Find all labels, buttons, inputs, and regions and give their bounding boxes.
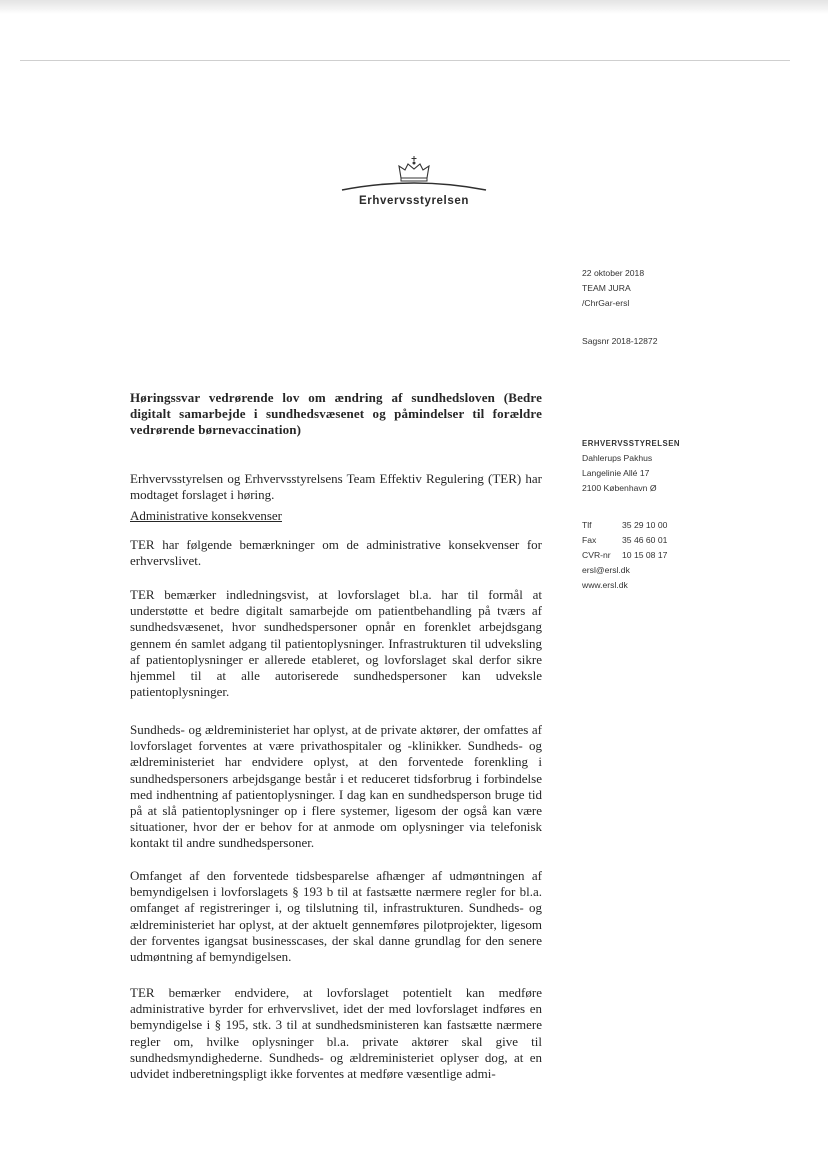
letterhead-logo — [338, 156, 490, 212]
case-number: Sagsnr 2018-12872 — [582, 336, 658, 346]
address-line-1: Dahlerups Pakhus — [582, 453, 653, 463]
org-name: ERHVERVSSTYRELSEN — [582, 439, 681, 448]
org-address-block — [582, 436, 812, 496]
phone-label: Tlf — [582, 520, 592, 530]
website-link[interactable]: www.ersl.dk — [582, 580, 628, 590]
paragraph-1: TER har følgende bemærkninger om de administrative konsekvenser for erhvervslivet. — [130, 537, 542, 569]
intro-paragraph: Erhvervsstyrelsen og Erhvervsstyrelsens Team Effektiv Regulering (TER) har modtaget forslaget i høring. — [130, 471, 542, 503]
address-line-2: Langelinie Allé 17 — [582, 468, 650, 478]
cvr-row — [582, 548, 812, 563]
case-block — [582, 334, 812, 349]
cvr-value: 10 15 08 17 — [622, 550, 668, 560]
team-name: TEAM JURA — [582, 283, 631, 293]
paragraph-5: TER bemærker endvidere, at lovforslaget potentielt kan medføre administrative byrder for erhvervslivet, idet der med lovforslaget indføres en bemyndigelse i § 195, stk. 3 til at sundhedsministeren kan fastsætte nærmere regler om, hvilke oplysninger bl.a. private aktører skal give til sundhedsmyndighederne. Sundheds- og ældreministeriet oplyser dog, at en udvidet indberetningspligt ikke forventes at medføre væsentlige admi- — [130, 985, 542, 1082]
email-link[interactable]: ersl@ersl.dk — [582, 565, 630, 575]
crown-emblem-icon — [338, 156, 490, 194]
paragraph-4: Omfanget af den forventede tidsbesparelse afhænger af udmøntningen af bemyndigelsen i lovforslagets § 193 b til at fastsætte nærmere regler for bl.a. omfanget af registreringer i, og tilslutning til, infrastrukturen. Sundheds- og ældreministeriet har oplyst, at der aktuelt gennemføres pilotprojekter, ligesom der forventes igangsat businesscases, der skal danne grundlag for den senere udmøntning af bemyndigelsen. — [130, 868, 542, 965]
letter-heading: Høringssvar vedrørende lov om ændring af sundhedsloven (Bedre digitalt samarbejde i sundhedsvæsenet og påmindelser til forældre vedrørende børnevaccination) — [130, 390, 542, 438]
scan-edge-top — [0, 0, 828, 14]
fax-label: Fax — [582, 535, 597, 545]
paragraph-2: TER bemærker indledningsvist, at lovforslaget bl.a. har til formål at understøtte et bedre digitalt samarbejde om patientbehandling på tværs af sundhedsvæsenet, hvor sundhedspersoner opnår en forenklet arbejdsgang gennem én samlet adgang til patientoplysninger. Infrastrukturen til udveksling af patientoplysninger er allerede etableret, og lovforslaget skal derfor sikre hjemmel til at alle autoriserede sundhedspersoner kan udveksle patientoplysninger. — [130, 587, 542, 700]
letter-date: 22 oktober 2018 — [582, 268, 645, 278]
reference-block — [582, 266, 812, 311]
org-wordmark: Erhvervsstyrelsen — [359, 195, 469, 207]
section-heading: Administrative konsekvenser — [130, 508, 282, 523]
contact-block — [582, 518, 812, 593]
fax-row — [582, 533, 812, 548]
reference-code: /ChrGar-ersl — [582, 298, 630, 308]
paragraph-3: Sundheds- og ældreministeriet har oplyst, at de private aktører, der omfattes af lovforslaget forventes at være privathospitaler og -klinikker. Sundheds- og ældreministeriet har endvidere oplyst, at den forventede forenkling i sundhedspersoners arbejdsgange består i et reduceret tidsforbrug i forbindelse med indhentning af patientoplysninger. I dag kan en sundhedsperson bruge tid på at slå patientoplysninger op i flere systemer, ligesom der også kan være situationer, hvor der er behov for at anmode om oplysninger via telefonisk kontakt til andre sundhedspersoner. — [130, 722, 542, 851]
phone-row — [582, 518, 812, 533]
fax-value: 35 46 60 01 — [622, 535, 668, 545]
phone-value: 35 29 10 00 — [622, 520, 668, 530]
address-line-3: 2100 København Ø — [582, 483, 657, 493]
scan-line — [20, 60, 790, 61]
cvr-label: CVR-nr — [582, 550, 611, 560]
